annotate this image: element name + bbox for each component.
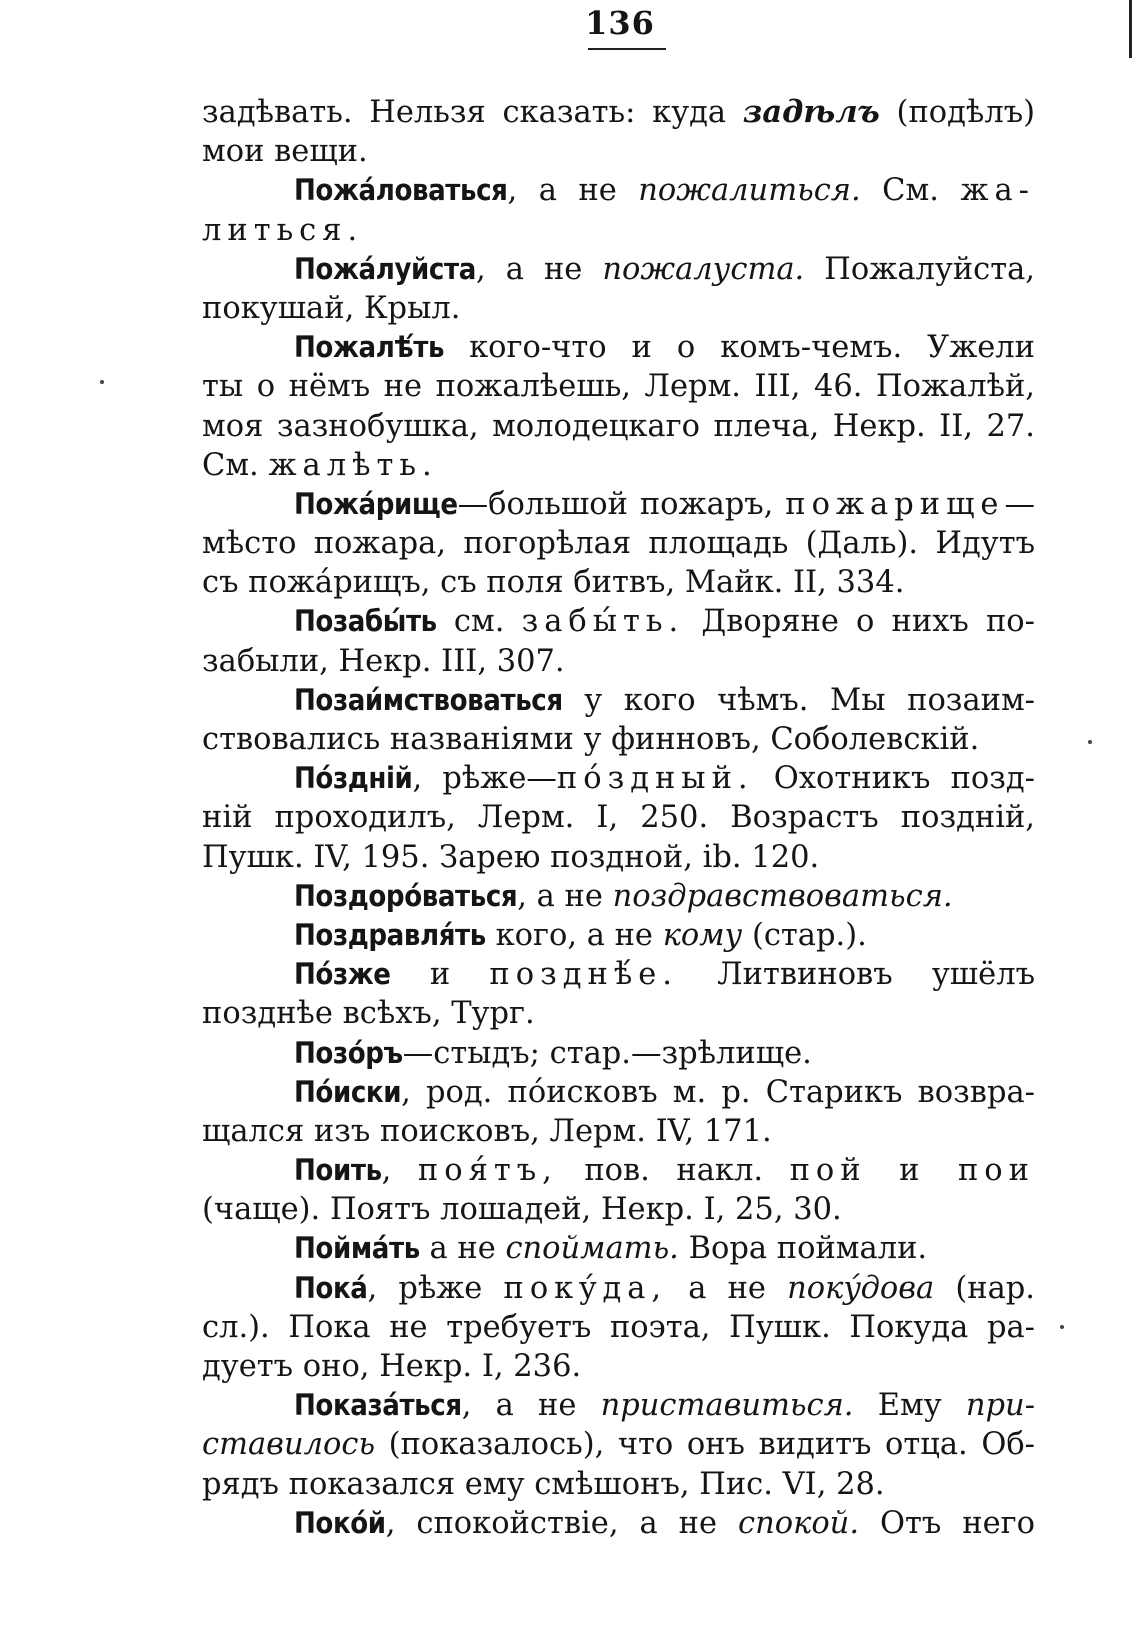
text-line	[202, 93, 1035, 132]
text-segment: приставиться.	[600, 1388, 854, 1424]
text-line	[202, 642, 1035, 681]
text-line	[202, 1073, 1035, 1112]
text-segment: пожарище	[785, 486, 1005, 522]
margin-rule	[1129, 0, 1132, 58]
text-line	[202, 367, 1035, 406]
text-segment: ній проходилъ, Лерм. I, 250. Возрастъ поздній,	[202, 800, 1035, 836]
text-segment: пожалиться.	[638, 173, 861, 209]
text-segment: (подѣлъ)	[879, 95, 1035, 130]
text-line	[202, 681, 1035, 720]
text-segment: дуетъ оно, Некр. I, 236.	[202, 1349, 582, 1384]
text-segment: , а не	[461, 1388, 601, 1424]
text-segment: , а не	[475, 251, 603, 287]
text-segment: а не	[419, 1231, 506, 1267]
entry-headword: Покóй	[294, 1505, 386, 1540]
text-segment: Пушк. IV, 195. Зарею поздной, ib. 120.	[202, 839, 820, 875]
entry-headword: Позóръ	[294, 1035, 403, 1070]
text-line	[202, 132, 1035, 171]
text-line	[202, 1425, 1035, 1464]
text-segment: пóздный.	[556, 761, 754, 797]
text-line	[202, 994, 1035, 1033]
text-line	[202, 563, 1035, 602]
entry-headword: Пожáловаться	[294, 173, 508, 208]
text-segment: съ пожáрищъ, съ поля битвъ, Майк. II, 334.	[202, 565, 905, 601]
text-line	[202, 955, 1035, 994]
text-segment: поздравствоваться.	[612, 878, 953, 914]
text-line	[202, 1112, 1035, 1151]
text-line	[202, 211, 1035, 250]
scan-speck	[100, 380, 104, 384]
text-segment: мѣсто пожара, погорѣлая площадь (Даль). Идутъ	[202, 526, 1035, 562]
text-segment: —	[1004, 486, 1035, 522]
text-segment: моя зазнобушка, молодецкаго плеча, Некр. II, 27.	[202, 408, 1035, 444]
text-segment: покýдова	[787, 1270, 935, 1306]
text-segment: забы́ть.	[521, 604, 685, 640]
text-line	[202, 1308, 1035, 1347]
text-segment: Вора поймали.	[678, 1231, 928, 1267]
text-segment: рядъ показался ему смѣшонъ, Пис. VI, 28.	[202, 1466, 885, 1502]
text-line	[202, 1386, 1035, 1425]
text-segment: пой и пои	[789, 1153, 1035, 1189]
text-segment: (стар.).	[742, 917, 867, 953]
text-line	[202, 1034, 1035, 1073]
text-line	[202, 602, 1035, 641]
text-segment: при-	[965, 1388, 1036, 1424]
text-segment: и	[390, 957, 490, 993]
text-segment: сл.). Пока не требуетъ поэта, Пушк. Покуда ра-	[202, 1309, 1035, 1345]
text-line	[202, 1151, 1035, 1190]
text-segment: мои вещи.	[202, 134, 368, 170]
page-number-underline	[588, 48, 666, 50]
entry-headword: Пожáрище	[294, 486, 458, 521]
text-line	[202, 407, 1035, 446]
text-line	[202, 524, 1035, 563]
text-segment: задѣлъ	[742, 94, 880, 130]
text-line	[202, 1229, 1035, 1268]
text-segment: позднѣе всѣхъ, Тург.	[202, 996, 535, 1032]
text-line	[202, 1347, 1035, 1386]
text-segment: см.	[436, 604, 522, 640]
text-line	[202, 877, 1035, 916]
text-segment: поя́тъ,	[417, 1153, 558, 1189]
scan-speck	[1088, 740, 1092, 744]
text-segment: спокой.	[738, 1505, 860, 1541]
text-line	[202, 1269, 1035, 1308]
text-segment: , род. пóисковъ м. р. Старикъ возвра-	[401, 1074, 1035, 1110]
text-segment: —стыдъ; стар.—зрѣлище.	[402, 1035, 812, 1071]
text-segment: , а не	[507, 173, 639, 209]
entry-headword: Поздравля́ть	[294, 917, 486, 952]
text-segment: , а не	[517, 878, 613, 914]
text-segment: забыли, Некр. III, 307.	[202, 643, 565, 679]
text-segment: , спокойствіе, а не	[385, 1505, 739, 1541]
text-line	[202, 759, 1035, 798]
entry-headword: Пóиски	[294, 1074, 402, 1109]
text-segment: споймать.	[505, 1231, 679, 1267]
text-segment: ставилось	[202, 1427, 376, 1463]
text-line	[202, 916, 1035, 955]
text-segment: покушай, Крыл.	[202, 290, 461, 326]
entry-headword: Поздорóваться	[294, 878, 518, 913]
text-line	[202, 1465, 1035, 1504]
text-segment: Ему	[853, 1388, 966, 1424]
text-line	[202, 250, 1035, 289]
entry-headword: Пóздній	[294, 761, 413, 796]
text-line	[202, 289, 1035, 328]
text-segment: у кого чѣмъ. Мы позаим-	[562, 682, 1035, 718]
text-segment: ,	[381, 1153, 418, 1189]
text-segment: покýда,	[503, 1270, 668, 1306]
text-segment: Отъ него	[859, 1505, 1035, 1541]
text-segment: кому	[662, 917, 743, 953]
text-segment: жа-	[960, 173, 1035, 209]
text-line	[202, 446, 1035, 485]
text-line	[202, 1190, 1035, 1229]
scan-speck	[1060, 1325, 1064, 1329]
entry-headword: Позаи́мствоваться	[294, 682, 563, 717]
text-segment: См.	[202, 447, 269, 483]
text-segment: Пожалуйста,	[804, 251, 1035, 287]
text-line	[202, 838, 1035, 877]
text-line	[202, 328, 1035, 367]
text-segment: пожалуста.	[602, 251, 805, 287]
text-segment: См.	[860, 173, 961, 209]
entry-headword: Покá	[294, 1270, 368, 1305]
entry-headword: Пожалѣ́ть	[294, 330, 445, 365]
text-segment: Охотникъ позд-	[753, 761, 1035, 797]
text-line	[202, 798, 1035, 837]
text-segment: позднѣ́е.	[489, 957, 678, 993]
entry-headword: Позабы́ть	[294, 604, 437, 639]
dictionary-text-column	[202, 93, 1035, 1543]
entry-headword: Показáться	[294, 1388, 462, 1423]
text-segment: Литвиновъ ушёлъ	[677, 957, 1035, 993]
text-segment: литься.	[202, 212, 364, 248]
text-line	[202, 171, 1035, 210]
text-segment: , рѣже	[367, 1270, 504, 1306]
text-segment: , рѣже—	[412, 761, 557, 797]
text-segment: кого, а не	[485, 917, 663, 953]
text-segment: ствовались названіями у финновъ, Соболевскій.	[202, 722, 980, 757]
page-number: 136	[585, 4, 655, 42]
text-segment: Дворяне о нихъ по-	[684, 604, 1035, 640]
text-segment: а не	[667, 1270, 788, 1306]
entry-headword: Поймáть	[294, 1231, 420, 1266]
text-line	[202, 1504, 1035, 1543]
text-segment: задѣвать. Нельзя сказать: куда	[202, 95, 743, 130]
text-segment: ты о нёмъ не пожалѣешь, Лерм. III, 46. Пожалѣй,	[202, 369, 1035, 405]
text-segment: щался изъ поисковъ, Лерм. IV, 171.	[202, 1113, 772, 1149]
text-segment: пов. накл.	[557, 1153, 790, 1189]
text-line	[202, 720, 1035, 759]
text-line	[202, 485, 1035, 524]
entry-headword: Пóзже	[294, 957, 391, 992]
entry-headword: Поить	[294, 1153, 382, 1188]
text-segment: жалѣть.	[268, 447, 438, 483]
text-segment: кого-что и о комъ-чемъ. Ужели	[444, 330, 1035, 366]
text-segment: (чаще). Поятъ лошадей, Некр. I, 25, 30.	[202, 1192, 842, 1228]
text-segment: (нар.	[934, 1270, 1035, 1306]
text-segment: (показалось), что онъ видитъ отца. Об-	[375, 1427, 1035, 1463]
text-segment: —большой пожаръ,	[457, 486, 786, 522]
entry-headword: Пожáлуйста	[294, 251, 476, 286]
